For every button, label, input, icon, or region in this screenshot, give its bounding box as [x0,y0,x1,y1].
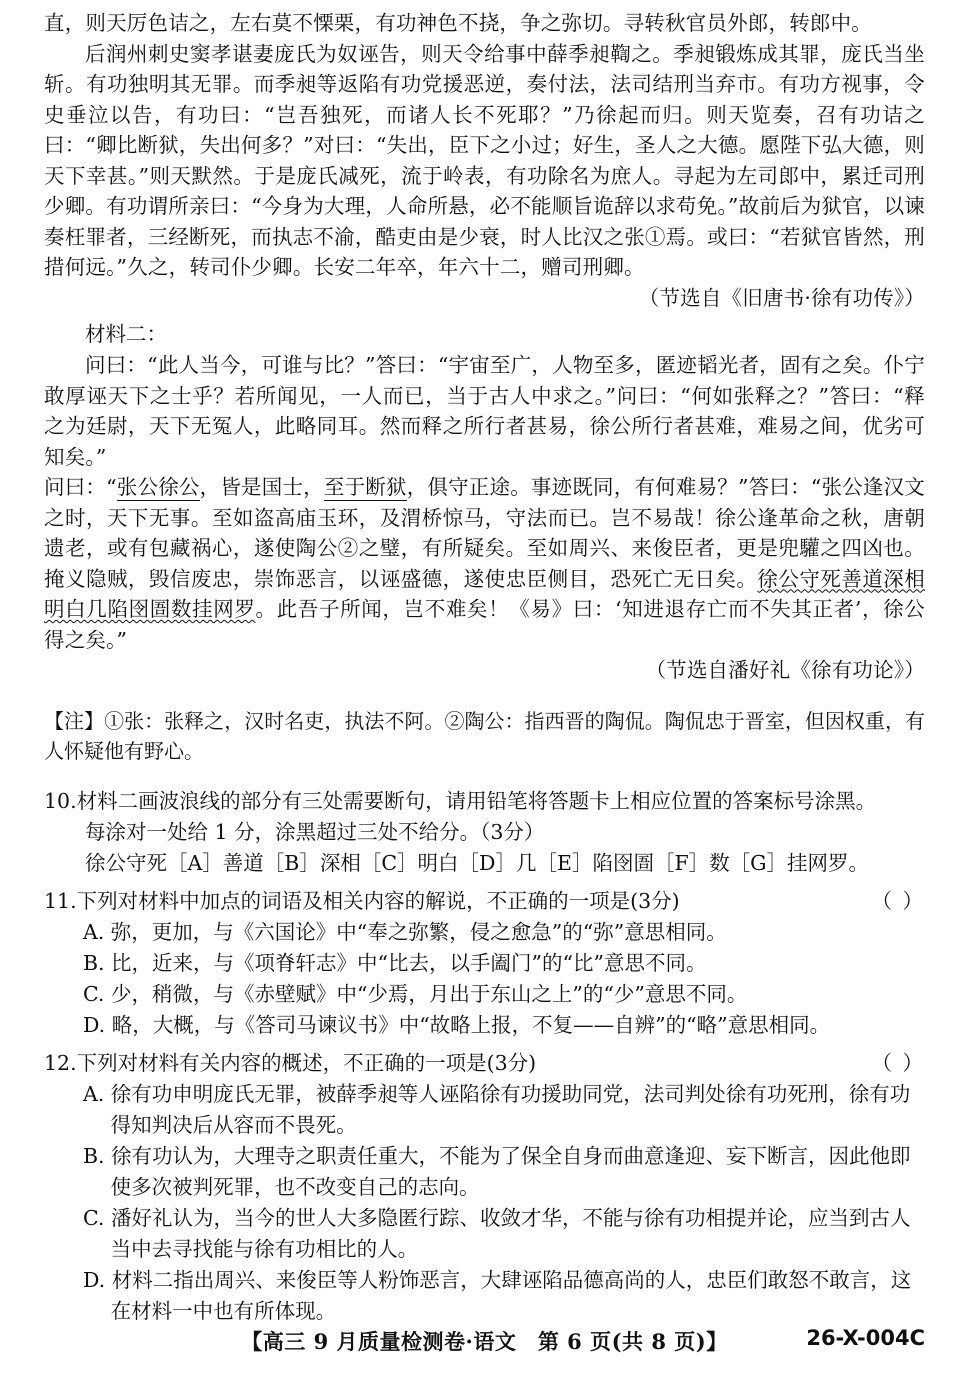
page-footer [0,1326,969,1360]
option-b-line-2: 使多次被判死罪，也不改变自己的志向。 [110,1174,480,1199]
question-12-option-a[interactable] [44,1079,925,1141]
passage2-title: 材料二： [85,322,167,346]
footer-page-label: 【高三 9 月质量检测卷·语文 第 6 页(共 8 页)】 [241,1329,728,1354]
option-c-line-1: C. 潘好礼认为，当今的世人大多隐匿行踪、收敛才华，不能与徐有功相提并论，应当到古人 [82,1205,911,1230]
option-d-line-2: 在材料一中也有所体现。 [110,1298,337,1323]
question-12-option-c[interactable] [44,1203,925,1265]
p2-pre: 问曰：“ [44,475,117,499]
option-d-line-1: D. 材料二指出周兴、来俊臣等人粉饰恶言，大肆诬陷品德高尚的人，忠臣们敢怒不敢言，这 [82,1267,912,1292]
option-c-line-2: 当中去寻找能与徐有功相比的人。 [110,1236,419,1261]
p2-wavy-segment: 徐公守死善道深相明白几陷囹圄数挂网罗 [44,566,925,621]
question-11-answer-blank[interactable]: （ ） [871,888,925,913]
passage2-paragraph-1: 问曰：“此人当今，可谁与比？”答曰：“宇宙至广，人物至多，匿迹韬光者，固有之矣。仆宁敢厚诬天下之士乎？若所闻见，一人而已，当于古人中求之。”问曰：“何如张释之？”答曰：“释之为廷尉，天下无冤人，此略同耳。然而释之所行者甚易，徐公所行者甚难，难易之间，优劣可知矣。” [44,353,925,469]
question-12-stem: 下列对材料有关内容的概述，不正确的一项是(3分) [76,1050,537,1075]
passage1-source: （节选自《旧唐书·徐有功传》） [638,285,925,310]
question-10-line2: 每涂对一处给 1 分，涂黑超过三处不给分。（3分） [85,819,545,844]
question-12 [44,1048,925,1079]
option-a-line-2: 得知判决后从容而不畏死。 [110,1112,357,1137]
question-12-option-d[interactable] [44,1265,925,1327]
passage1-first-line: 直，则天厉色诘之，左右莫不慄栗，有功神色不挠，争之弥切。寻转秋官员外郎，转郎中。 [44,11,872,35]
p2-mid-2: ，俱守正途 [406,475,511,499]
question-11-option-b[interactable]: B. 比，近来，与《项脊轩志》中“比去，以手阖门”的“比”意思不同。 [82,950,707,975]
option-b-line-1: B. 徐有功认为，大理寺之职责任重大，不能为了保全自身而曲意逢迎、妄下断言，因此他即 [82,1143,911,1168]
p2-underline-2: 至于断狱 [323,475,407,499]
p2-tail: 。此吾子所闻，岂不难矣！《易》曰：‘知进退存亡而不失其正者’，徐公得之矣。” [44,597,925,652]
passage2-paragraph-2 [44,472,925,655]
question-12-option-b[interactable] [44,1141,925,1203]
question-11-option-d[interactable]: D. 略，大概，与《答司马谏议书》中“故略上报，不复——自辨”的“略”意思相同。 [82,1012,831,1037]
question-11 [44,886,925,917]
question-11-stem: 下列对材料中加点的词语及相关内容的解说，不正确的一项是(3分) [76,888,680,913]
question-10 [44,786,925,817]
question-10-number: 10. [44,788,77,813]
footnote: 【注】①张：张释之，汉时名吏，执法不阿。②陶公：指西晋的陶侃。陶侃忠于晋室，但因权重，有人怀疑他有野心。 [44,708,925,763]
passage1-paragraph: 后润州刺史窦孝谌妻庞氏为奴诬告，则天令给事中薛季昶鞫之。季昶锻炼成其罪，庞氏当坐斩。有功独明其无罪。而季昶等返陷有功党援恶逆，奏付法，法司结刑当弃市。有功方视事，令史垂泣以告，有功曰：“岂吾独死，而诸人长不死耶？”乃徐起而归。则天览奏，召有功诘之曰：“卿比断狱，失出何多？”对曰：“失出，臣下之小过；好生，圣人之大德。愿陛下弘大德，则天下幸甚。”则天默然。于是庞氏减死，流于岭表，有功除名为庶人。寻起为左司郎中，累迁司刑少卿。有功谓所亲曰：“今身为大理，人命所悬，必不能顺旨诡辞以求苟免。”故前后为狱官，以谏奏枉罪者，三经断死，而执志不渝，酷吏由是少衰，时人比汉之张①焉。或曰：“若狱官皆然，刑措何远。”久之，转司仆少卿。长安二年卒，年六十二，赠司刑卿。 [44,41,925,279]
p2-mid-1: ，皆是国士， [199,475,324,499]
question-12-number: 12. [44,1050,77,1075]
p2-underline-1: 张公徐公 [116,475,200,499]
question-10-line3: 徐公守死［A］善道［B］深相［C］明白［D］几［E］陷囹圄［F］数［G］挂网罗。 [85,850,870,875]
question-11-option-c[interactable]: C. 少，稍微，与《赤壁赋》中“少焉，月出于东山之上”的“少”意思不同。 [82,981,748,1006]
question-11-number: 11. [44,888,77,913]
passage2-source: （节选自潘好礼《徐有功论》） [645,658,925,682]
option-a-line-1: A. 徐有功申明庞氏无罪，被薛季昶等人诬陷徐有功援助同党，法司判处徐有功死刑，徐有功 [82,1081,911,1106]
question-12-answer-blank[interactable]: （ ） [871,1050,925,1075]
question-10-stem: 材料二画波浪线的部分有三处需要断句，请用铅笔将答题卡上相应位置的答案标号涂黑。 [76,788,877,813]
question-11-option-a[interactable]: A. 弥，更加，与《六国论》中“奉之弥繁，侵之愈急”的“弥”意思相同。 [82,919,727,944]
footer-paper-code: 26-X-004C [806,1326,925,1350]
p2-post: 。事迹既同，有何难易？”答曰：“张公逢汉文之时，天下无事。至如盗高庙玉环，及渭桥惊马，守法而已。岂不易哉！徐公逢革命之秋，唐朝遗老，或有包藏祸心，遂使陶公②之璧，有所疑矣。至如周兴、来俊臣者，更是兜驩之四凶也。掩义隐贼，毁信废忠，崇饰恶言，以诬盛德，遂使忠臣侧目，恐死亡无日矣。 [44,475,925,591]
